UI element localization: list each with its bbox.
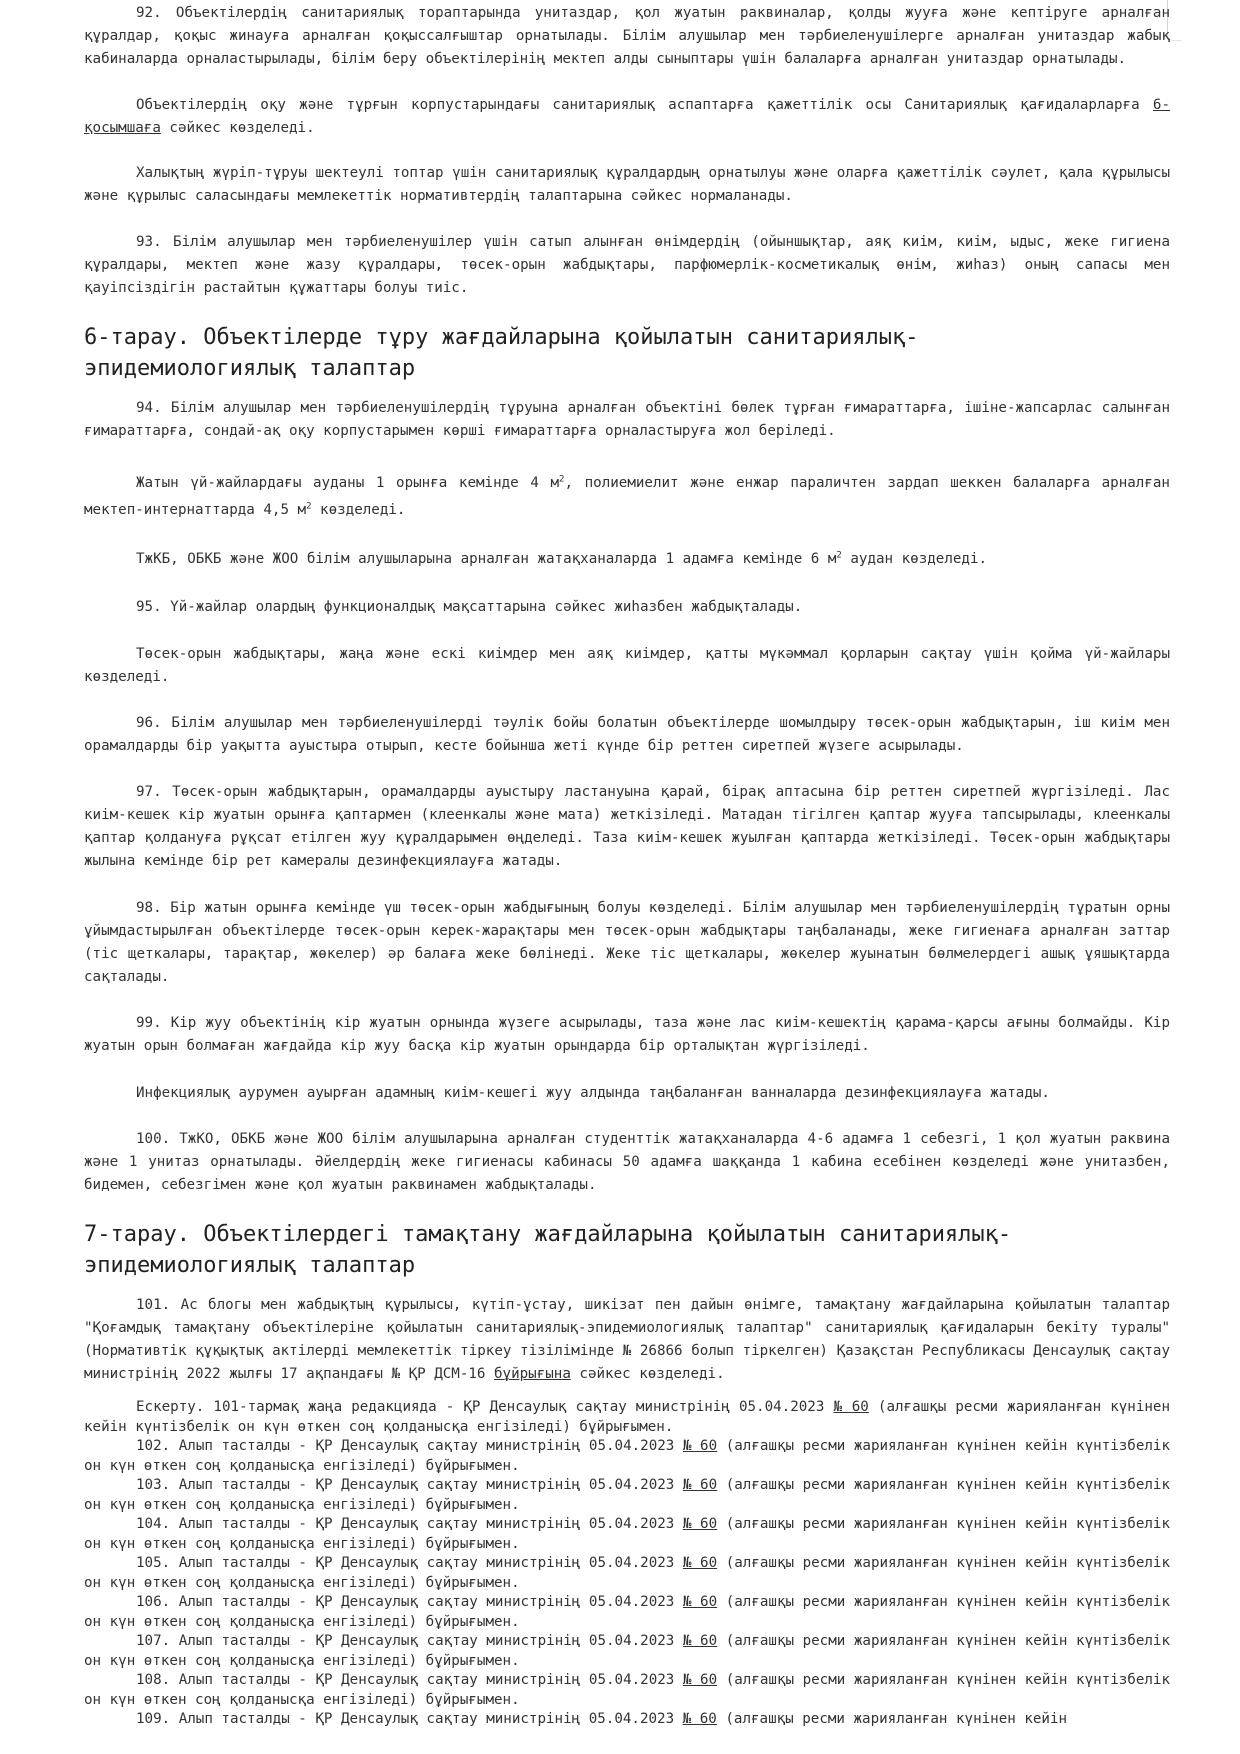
- note-text: (алғашқы ресми жарияланған күнінен кейін: [716, 1711, 1068, 1727]
- annex-6-link[interactable]: 6-қосымшаға: [84, 97, 1170, 136]
- excluded-item-103: [84, 1476, 1170, 1515]
- order-60-link[interactable]: № 60: [682, 1711, 717, 1727]
- superscript: 2: [836, 550, 842, 561]
- paragraph-93: 93. Білім алушылар мен тәрбиеленушілер үшін сатып алынған өнімдердің (ойыншықтар, аяқ киім, киім, ыдыс, жеке гигиена құралдары, мектеп және жазу құралдары, төсек-орын жабдықтары, парфюмерлік-косметикалық өнім, жиһаз) оның сапасы мен қауіпсіздігін растайтын құжаттары болуы тиіс.: [84, 234, 1170, 296]
- note-text: (алғашқы ресми жарияланған күнінен кейін күнтізбелік он күн өткен соң қолданысқа енгізіледі) бұйрығымен.: [84, 1555, 1170, 1591]
- amendments-block: [84, 1398, 1170, 1730]
- paragraph-text: сәйкес көзделеді.: [160, 120, 315, 136]
- note-text: (алғашқы ресми жарияланған күнінен кейін күнтізбелік он күн өткен соң қолданысқа енгізіледі) бұйрығымен.: [84, 1516, 1170, 1552]
- paragraph-text: Объектілердің оқу және тұрғын корпустарындағы санитариялық аспаптарға қажеттілік осы Санитариялық қағидаларларға: [136, 97, 1153, 113]
- paragraph-text: аудан көзделеді.: [841, 551, 988, 567]
- paragraph-99: 99. Кір жуу объектінің кір жуатын орнында жүзеге асырылады, таза және лас киім-кешектің қарама-қарсы ағыны болмайды. Кір жуатын орын болмаған жағдайда кір жуу басқа кір жуатын орындарда бір орталықтан жүргізіледі.: [84, 1015, 1170, 1054]
- superscript: 2: [306, 501, 312, 512]
- paragraph-98: 98. Бір жатын орынға кемінде үш төсек-орын жабдығының болуы көзделеді. Білім алушылар мен тәрбиеленушілердің тұратын орны ұйымдастырылған объектілерде төсек-орын керек-жарақтары мен төсек-орын жабдықтары таңбаланады, жеке гигиенаға арналған заттар (тіс щеткалары, тарақтар, жөкелер) әр балаға жеке бөлінеді. Жеке тіс щеткалары, жөкелер жуынатын бөлмелердегі ашық ұяшықтарда сақталады.: [84, 900, 1170, 985]
- note-text: (алғашқы ресми жарияланған күнінен кейін күнтізбелік он күн өткен соң қолданысқа енгізіледі) бұйрығымен.: [84, 1672, 1170, 1708]
- note-text: 105. Алып тасталды - ҚР Денсаулық сақтау министрінің 05.04.2023: [136, 1555, 683, 1571]
- note-text: (алғашқы ресми жарияланған күнінен кейін күнтізбелік он күн өткен соң қолданысқа енгізіледі) бұйрығымен.: [84, 1594, 1170, 1630]
- order-link[interactable]: бұйрығына: [494, 1366, 571, 1382]
- note-text: Ескерту. 101-тармақ жаңа редакцияда - ҚР Денсаулық сақтау министрінің 05.04.2023: [136, 1399, 834, 1415]
- excluded-item-102: [84, 1437, 1170, 1476]
- paragraph-text: көзделеді.: [311, 502, 406, 518]
- excluded-item-107: [84, 1632, 1170, 1671]
- order-60-link[interactable]: № 60: [833, 1399, 869, 1415]
- note-101: [84, 1398, 1170, 1437]
- chapter-6-heading: 6-тарау. Объектілерде тұру жағдайларына қойылатын санитариялық-эпидемиологиялық талаптар: [84, 325, 919, 381]
- excluded-item-105: [84, 1554, 1170, 1593]
- paragraph-text: Жатын үй-жайлардағы ауданы 1 орынға кемінде 4 м: [136, 475, 560, 491]
- note-text: 106. Алып тасталды - ҚР Денсаулық сақтау министрінің 05.04.2023: [136, 1594, 683, 1610]
- paragraph-101: [84, 1294, 1170, 1386]
- note-text: 108. Алып тасталды - ҚР Денсаулық сақтау министрінің 05.04.2023: [136, 1672, 683, 1688]
- paragraph-97: 97. Төсек-орын жабдықтарын, орамалдарды ауыстыру ластануына қарай, бірақ аптасына бір реттен сиретпей жүргізіледі. Лас киім-кешек кір жуатын орынға қаптармен (клеенкалы және мата) жеткізіледі. Матадан тігілген қаптар жууға тапсырылады, клеенкалы қаптар қолдануға рұқсат етілген жуу құралдарымен өңделеді. Таза киім-кешек жуылған қаптарда жеткізіледі. Төсек-орын жабдықтары жылына кемінде бір рет камералы дезинфекциялауға жатады.: [84, 784, 1170, 869]
- paragraph-text: , полиемиелит және енжар параличтен зардап шеккен балаларға арналған мектеп-интернаттарда 4,5 м: [84, 475, 1170, 518]
- paragraph-95: 95. Үй-жайлар олардың функционалдық мақсаттарына сәйкес жиһазбен жабдықталады.: [136, 599, 803, 615]
- order-60-link[interactable]: № 60: [682, 1672, 718, 1688]
- superscript: 2: [559, 474, 565, 485]
- paragraph-96: 96. Білім алушылар мен тәрбиеленушілерді тәулік бойы болатын объектілерде шомылдыру төсек-орын жабдықтарын, іш киім мен орамалдарды бір уақытта ауыстыра отырып, кесте бойынша жеті күнде бір реттен сиретпей жүзеге асырылады.: [84, 715, 1170, 754]
- order-60-link[interactable]: № 60: [682, 1633, 718, 1649]
- note-text: 104. Алып тасталды - ҚР Денсаулық сақтау министрінің 05.04.2023: [136, 1516, 683, 1532]
- paragraph-94-dormitory: [84, 548, 1170, 571]
- note-text: (алғашқы ресми жарияланған күнінен кейін күнтізбелік он күн өткен соң қолданысқа енгізіледі) бұйрығымен.: [84, 1633, 1170, 1669]
- note-text: 102. Алып тасталды - ҚР Денсаулық сақтау министрінің 05.04.2023: [136, 1438, 683, 1454]
- chapter-7-heading: 7-тарау. Объектілердегі тамақтану жағдайларына қойылатын санитариялық-эпидемиологиялық талаптар: [84, 1222, 1012, 1278]
- paragraph-94-area: [84, 470, 1170, 524]
- note-text: (алғашқы ресми жарияланған күнінен кейін күнтізбелік он күн өткен соң қолданысқа енгізіледі) бұйрығымен.: [84, 1399, 1170, 1435]
- order-60-link[interactable]: № 60: [682, 1555, 718, 1571]
- excluded-item-108: [84, 1671, 1170, 1710]
- excluded-item-106: [84, 1593, 1170, 1632]
- paragraph-text: 101. Ас блогы мен жабдықтың құрылысы, күтіп-ұстау, шикізат пен дайын өнімге, тамақтану жағдайларына қойылатын талаптар "Қоғамдық тамақтану объектілеріне қойылатын санитариялық-эпидемиологиялық талаптар" санитариялық қағидаларын бекіту туралы" (Нормативтік құқықтық актілерді мемлекеттік тіркеу тізілімінде № 26866 болып тіркелген) Қазақстан Республикасы Денсаулық сақтау министрінің 2022 жылғы 17 ақпандағы № ҚР ДСМ-16: [84, 1297, 1170, 1382]
- note-text: 103. Алып тасталды - ҚР Денсаулық сақтау министрінің 05.04.2023: [136, 1477, 683, 1493]
- note-text: (алғашқы ресми жарияланған күнінен кейін күнтізбелік он күн өткен соң қолданысқа енгізіледі) бұйрығымен.: [84, 1438, 1170, 1474]
- excluded-item-104: [84, 1515, 1170, 1554]
- paragraph-100: 100. ТжКО, ОБКБ және ЖОО білім алушыларына арналған студенттік жатақханаларда 4-6 адамға 1 себезгі, 1 қол жуатын раквина және 1 унитаз орнатылады. Әйелдердің жеке гигиенасы кабинасы 50 адамға шаққанда 1 кабина есебінен көзделеді және унитазбен, бидемен, себезгімен және қол жуатын раквинамен жабдықталады.: [84, 1131, 1170, 1193]
- order-60-link[interactable]: № 60: [682, 1477, 718, 1493]
- note-text: 107. Алып тасталды - ҚР Денсаулық сақтау министрінің 05.04.2023: [136, 1633, 683, 1649]
- paragraph-94: 94. Білім алушылар мен тәрбиеленушілердің тұруына арналған объектіні бөлек тұрған ғимараттарға, ішіне-жапсарлас салынған ғимараттарға, сондай-ақ оқу корпустарымен көрші ғимараттарға орналастыруға жол беріледі.: [84, 400, 1170, 439]
- paragraph-92-mobility: Халықтың жүріп-тұруы шектеулі топтар үшін санитариялық құралдардың орнатылуы және оларға қажеттілік сәулет, қала құрылысы және құрылыс саласындағы мемлекеттік нормативтердің талаптарына сәйкес нормаланады.: [84, 165, 1170, 204]
- paragraph-92-requirements: [84, 94, 1170, 140]
- note-text: 109. Алып тасталды - ҚР Денсаулық сақтау министрінің 05.04.2023: [136, 1711, 683, 1727]
- excluded-item-109: [84, 1710, 1170, 1730]
- note-text: (алғашқы ресми жарияланған күнінен кейін күнтізбелік он күн өткен соң қолданысқа енгізіледі) бұйрығымен.: [84, 1477, 1170, 1513]
- paragraph-92: 92. Объектілердің санитариялық тораптарында унитаздар, қол жуатын раквиналар, қолды жууға және кептіруге арналған құралдар, қоқыс жинауға арналған қоқыссалғыштар орнатылады. Білім алушылар мен тәрбиеленушілерге арналған унитаздар жабық кабиналарда орналастырылады, білім беру объектілерінің мектеп алды сыныптары үшін балаларға арналған унитаздар орнатылады.: [84, 5, 1170, 67]
- paragraph-99-infection: Инфекциялық аурумен ауырған адамның киім-кешегі жуу алдында таңбаланған ванналарда дезинфекциялауға жатады.: [136, 1085, 1050, 1101]
- order-60-link[interactable]: № 60: [682, 1438, 718, 1454]
- paragraph-text: ТжКБ, ОБКБ және ЖОО білім алушыларына арналған жатақханаларда 1 адамға кемінде 6 м: [136, 551, 837, 567]
- order-60-link[interactable]: № 60: [682, 1594, 718, 1610]
- order-60-link[interactable]: № 60: [682, 1516, 718, 1532]
- paragraph-text: сәйкес көзделеді.: [570, 1366, 725, 1382]
- paragraph-95-storage: Төсек-орын жабдықтары, жаңа және ескі киімдер мен аяқ киімдер, қатты мүкәммал қорларын сақтау үшін қойма үй-жайлары көзделеді.: [84, 646, 1170, 685]
